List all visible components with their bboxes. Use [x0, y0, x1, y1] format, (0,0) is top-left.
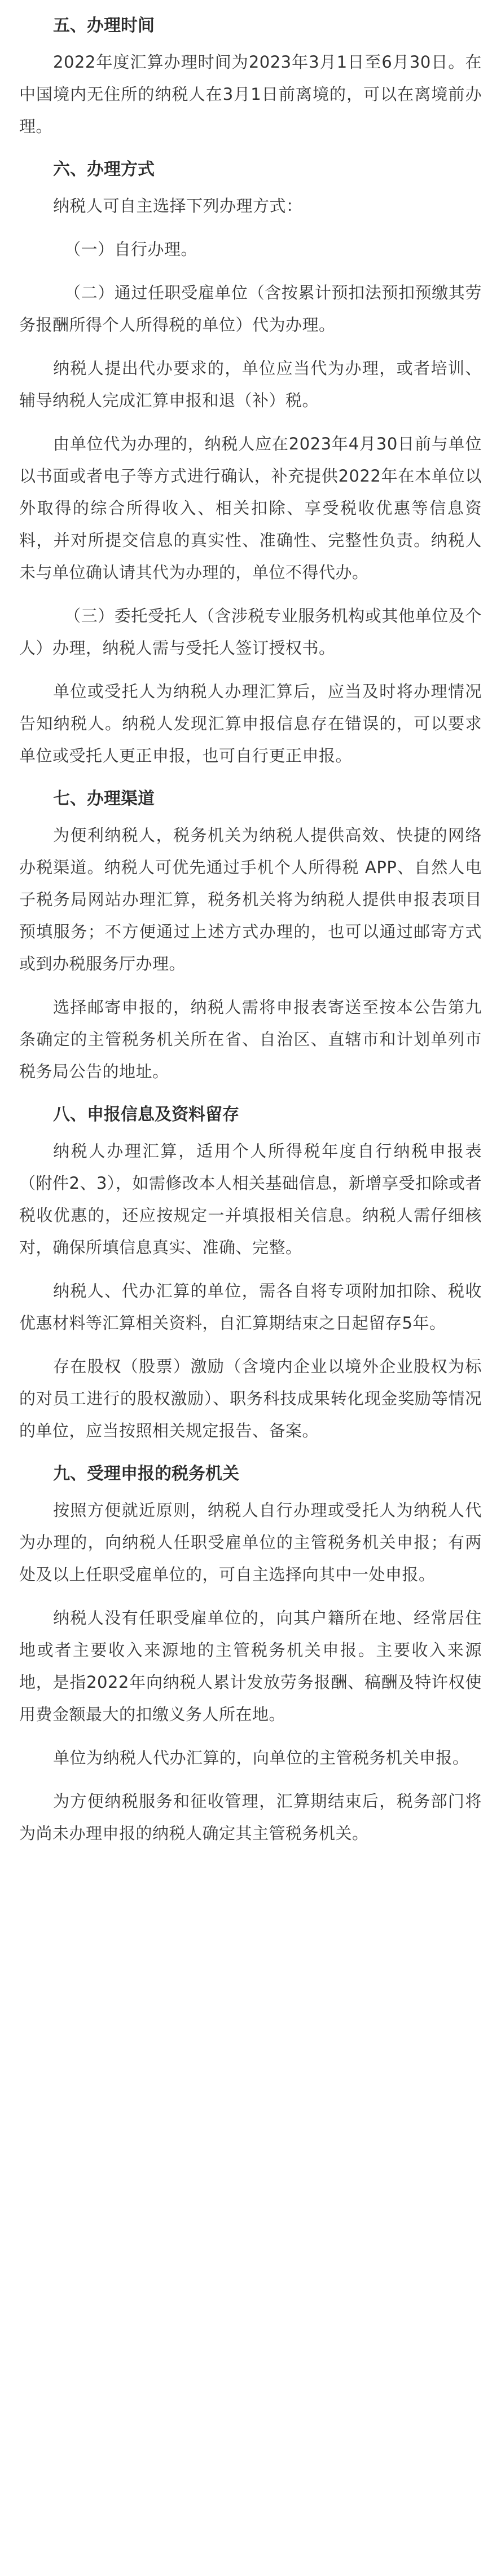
paragraph: 单位或受托人为纳税人办理汇算后，应当及时将办理情况告知纳税人。纳税人发现汇算申报信息存在错误的，可以要求单位或受托人更正申报，也可自行更正申报。: [19, 682, 482, 765]
section-info-retention: [19, 1099, 482, 1447]
section-handling-time: [19, 10, 482, 143]
paragraph: （二）通过任职受雇单位（含按累计预扣法预扣预缴其劳务报酬所得个人所得税的单位）代为办理。: [19, 283, 482, 334]
paragraph: 为便利纳税人，税务机关为纳税人提供高效、快捷的网络办税渠道。纳税人可优先通过手机个人所得税 APP、自然人电子税务局网站办理汇算，税务机关将为纳税人提供申报表项目预填服务；不方便通过上述方式办理的，也可以通过邮寄方式或到办税服务厅办理。: [19, 826, 482, 973]
paragraph: （三）委托受托人（含涉税专业服务机构或其他单位及个人）办理，纳税人需与受托人签订授权书。: [19, 606, 482, 658]
paragraph: 按照方便就近原则，纳税人自行办理或受托人为纳税人代为办理的，向纳税人任职受雇单位的主管税务机关申报；有两处及以上任职受雇单位的，可自主选择向其中一处申报。: [19, 1501, 482, 1584]
section-channels: [19, 783, 482, 1088]
section-heading: 七、办理渠道: [53, 789, 155, 809]
paragraph: 由单位代为办理的，纳税人应在2023年4月30日前与单位以书面或者电子等方式进行确认，补充提供2022年在本单位以外取得的综合所得收入、相关扣除、享受税收优惠等信息资料，并对所提交信息的真实性、准确性、完整性负责。纳税人未与单位确认请其代为办理的，单位不得代办。: [19, 434, 482, 582]
paragraph: 单位为纳税人代办汇算的，向单位的主管税务机关申报。: [53, 1748, 469, 1767]
paragraph: 纳税人、代办汇算的单位，需各自将专项附加扣除、税收优惠材料等汇算相关资料，自汇算期结束之日起留存5年。: [19, 1281, 482, 1333]
section-handling-method: [19, 154, 482, 772]
paragraph: 纳税人提出代办要求的，单位应当代为办理，或者培训、辅导纳税人完成汇算申报和退（补）税。: [19, 359, 482, 410]
section-tax-authority: [19, 1458, 482, 1850]
paragraph: 为方便纳税服务和征收管理，汇算期结束后，税务部门将为尚未办理申报的纳税人确定其主管税务机关。: [19, 1792, 482, 1843]
paragraph: 2022年度汇算办理时间为2023年3月1日至6月30日。在中国境内无住所的纳税人在3月1日前离境的，可以在离境前办理。: [19, 52, 482, 136]
paragraph: 选择邮寄申报的，纳税人需将申报表寄送至按本公告第九条确定的主管税务机关所在省、自治区、直辖市和计划单列市税务局公告的地址。: [19, 998, 482, 1081]
paragraph: 纳税人没有任职受雇单位的，向其户籍所在地、经常居住地或者主要收入来源地的主管税务机关申报。主要收入来源地，是指2022年向纳税人累计发放劳务报酬、稿酬及特许权使用费金额最大的扣缴义务人所在地。: [19, 1608, 482, 1724]
paragraph: 纳税人办理汇算，适用个人所得税年度自行纳税申报表（附件2、3），如需修改本人相关基础信息，新增享受扣除或者税收优惠的，还应按规定一并填报相关信息。纳税人需仔细核对，确保所填信息真实、准确、完整。: [19, 1141, 482, 1257]
paragraph: （一）自行办理。: [64, 240, 198, 259]
section-heading: 六、办理方式: [53, 160, 155, 179]
paragraph: 存在股权（股票）激励（含境内企业以境外企业股权为标的对员工进行的股权激励）、职务科技成果转化现金奖励等情况的单位，应当按照相关规定报告、备案。: [19, 1357, 482, 1440]
section-heading: 九、受理申报的税务机关: [53, 1464, 239, 1484]
section-heading: 五、办理时间: [53, 16, 155, 36]
section-heading: 八、申报信息及资料留存: [53, 1105, 239, 1124]
paragraph: 纳税人可自主选择下列办理方式：: [53, 196, 303, 215]
